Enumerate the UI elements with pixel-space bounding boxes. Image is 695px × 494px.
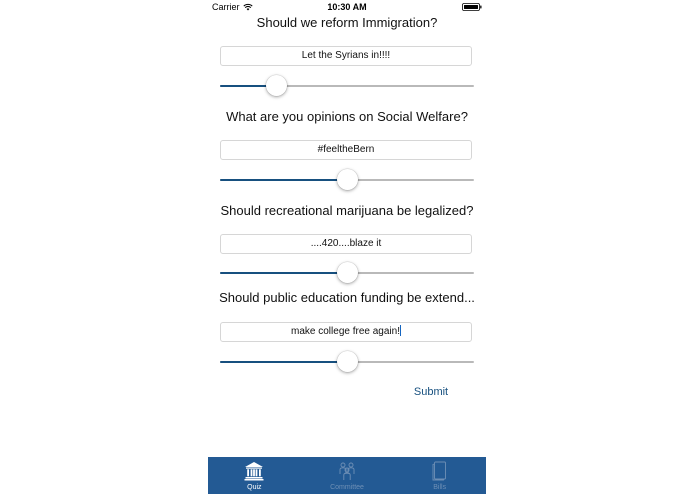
text-cursor bbox=[400, 325, 401, 336]
courthouse-icon bbox=[244, 461, 264, 481]
question-prompt: What are you opinions on Social Welfare? bbox=[226, 109, 468, 124]
slider-fill bbox=[220, 361, 347, 363]
slider-fill bbox=[220, 272, 347, 274]
question-prompt: Should recreational marijuana be legalized? bbox=[220, 203, 474, 218]
slider-thumb[interactable] bbox=[337, 262, 358, 283]
people-group-icon bbox=[337, 461, 357, 481]
tab-label: Committee bbox=[330, 484, 364, 491]
answer-text: ....420....blaze it bbox=[310, 238, 382, 249]
app-screen bbox=[208, 0, 486, 494]
question-prompt: Should public education funding be extend... bbox=[219, 290, 475, 305]
tab-label: Bills bbox=[433, 484, 447, 491]
answer-input[interactable] bbox=[220, 234, 472, 254]
answer-text: make college free again! bbox=[291, 326, 400, 337]
answer-input[interactable] bbox=[220, 322, 472, 342]
opinion-slider[interactable] bbox=[220, 169, 474, 191]
carrier-label: Carrier bbox=[212, 2, 240, 12]
status-bar bbox=[208, 0, 486, 14]
opinion-slider[interactable] bbox=[220, 75, 474, 97]
slider-thumb[interactable] bbox=[337, 169, 358, 190]
answer-text: Let the Syrians in!!!! bbox=[301, 50, 391, 61]
tab-quiz[interactable] bbox=[208, 457, 301, 494]
slider-fill bbox=[220, 179, 347, 181]
opinion-slider[interactable] bbox=[220, 262, 474, 284]
tab-bills[interactable] bbox=[393, 457, 486, 494]
slider-thumb[interactable] bbox=[266, 75, 287, 96]
submit-button[interactable]: Submit bbox=[398, 383, 464, 401]
answer-input[interactable] bbox=[220, 46, 472, 66]
status-time: 10:30 AM bbox=[327, 2, 367, 12]
answer-input[interactable] bbox=[220, 140, 472, 160]
tab-bar bbox=[208, 457, 486, 494]
question-prompt: Should we reform Immigration? bbox=[256, 15, 438, 30]
battery-icon bbox=[462, 3, 482, 11]
document-icon bbox=[430, 461, 450, 481]
tab-committee[interactable] bbox=[301, 457, 394, 494]
slider-thumb[interactable] bbox=[337, 351, 358, 372]
answer-text: #feeltheBern bbox=[317, 144, 375, 155]
tab-label: Quiz bbox=[247, 484, 262, 491]
opinion-slider[interactable] bbox=[220, 351, 474, 373]
